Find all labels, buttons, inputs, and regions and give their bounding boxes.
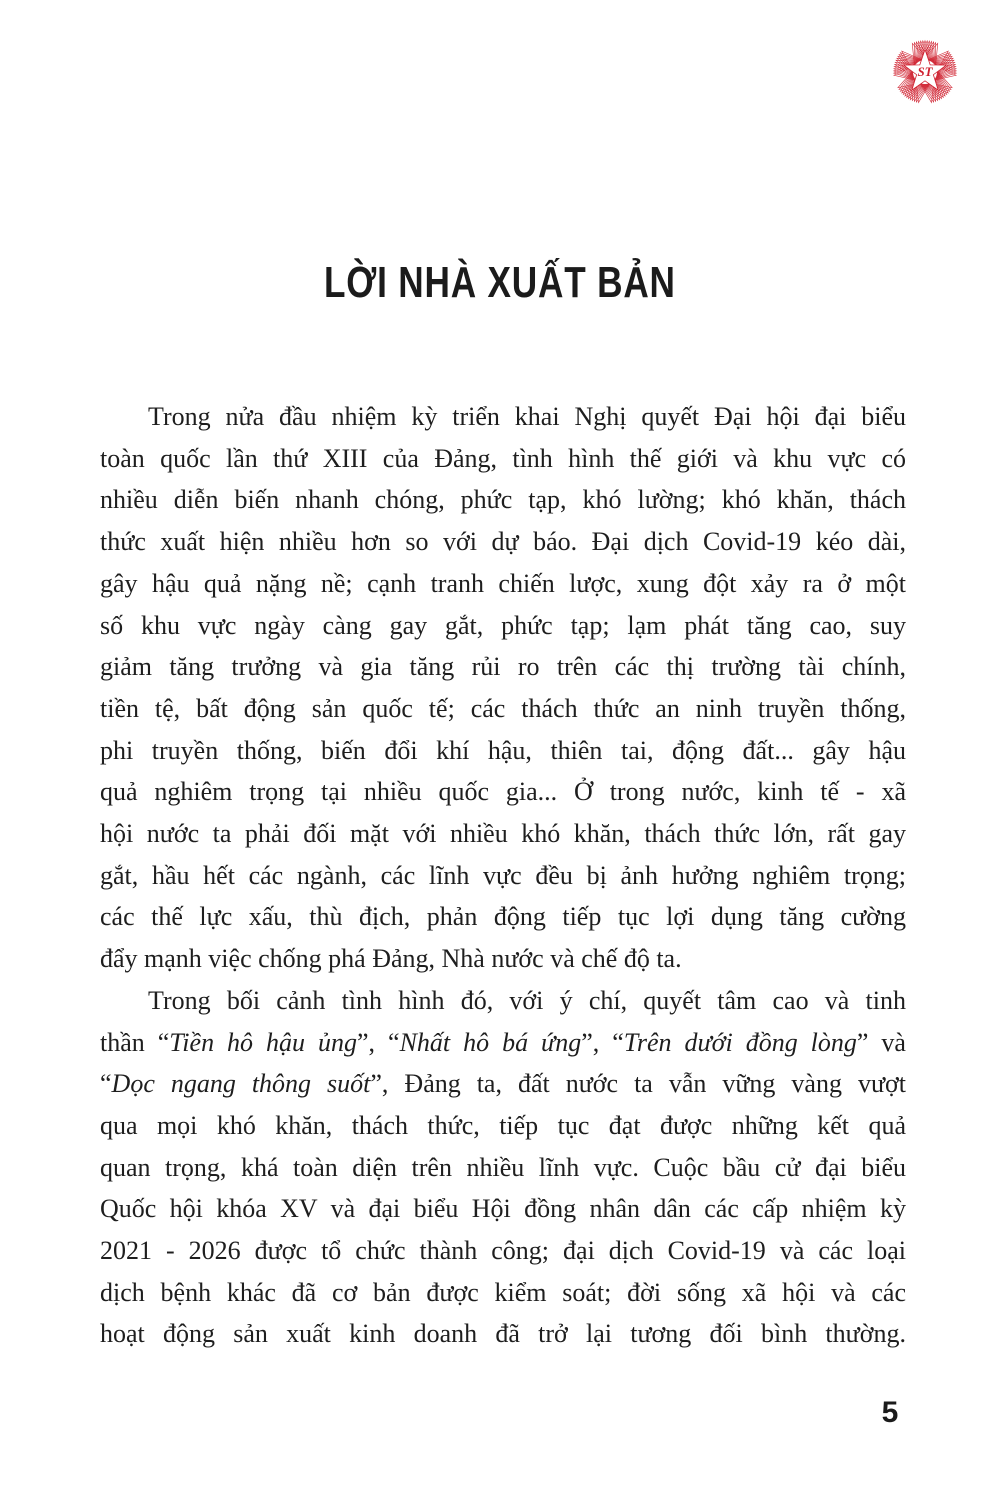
text-line <box>100 855 906 897</box>
text-run: thần “ <box>100 1027 170 1057</box>
text-line <box>100 1022 906 1064</box>
text-run: số khu vực ngày càng gay gắt, phức tạp; lạm phát tăng cao, suy <box>100 610 906 640</box>
body-text <box>100 396 906 1355</box>
italic-quote-text: Nhất hô bá ứng <box>399 1027 582 1057</box>
text-run: “ <box>100 1069 112 1099</box>
text-run: gắt, hầu hết các ngành, các lĩnh vực đều bị ảnh hưởng nghiêm trọng; <box>100 860 906 890</box>
text-run: gây hậu quả nặng nề; cạnh tranh chiến lược, xung đột xảy ra ở một <box>100 568 906 598</box>
text-run: dịch bệnh khác đã cơ bản được kiểm soát; đời sống xã hội và các <box>100 1277 906 1307</box>
text-run: quan trọng, khá toàn diện trên nhiều lĩnh vực. Cuộc bầu cử đại biểu <box>100 1152 906 1182</box>
italic-quote-text: Tiền hô hậu ủng <box>169 1027 357 1057</box>
text-run: 2021 - 2026 được tổ chức thành công; đại dịch Covid-19 và các loại <box>100 1236 906 1266</box>
text-line <box>100 646 906 688</box>
text-line <box>100 1063 906 1105</box>
italic-quote-text: Trên dưới đồng lòng <box>623 1027 857 1057</box>
text-run: ” và <box>856 1027 906 1057</box>
text-run: đẩy mạnh việc chống phá Đảng, Nhà nước và chế độ ta. <box>100 944 682 974</box>
text-line <box>100 938 906 980</box>
text-run: nhiều diễn biến nhanh chóng, phức tạp, khó lường; khó khăn, thách <box>100 485 906 515</box>
text-run: ”, Đảng ta, đất nước ta vẫn vững vàng vượt <box>370 1069 907 1099</box>
text-run: ”, “ <box>581 1027 624 1057</box>
text-line <box>100 896 906 938</box>
text-line <box>100 771 906 813</box>
text-line <box>100 479 906 521</box>
text-line <box>100 1188 906 1230</box>
text-run: toàn quốc lần thứ XIII của Đảng, tình hình thế giới và khu vực có <box>100 443 906 473</box>
text-line <box>100 1147 906 1189</box>
text-run: tiền tệ, bất động sản quốc tế; các thách thức an ninh truyền thống, <box>100 693 906 723</box>
text-run: qua mọi khó khăn, thách thức, tiếp tục đạt được những kết quả <box>100 1110 906 1140</box>
text-line <box>100 1230 906 1272</box>
page-number: 5 <box>881 1396 899 1429</box>
star-burst-icon <box>891 38 959 106</box>
text-run: thức xuất hiện nhiều hơn so với dự báo. Đại dịch Covid-19 kéo dài, <box>100 527 906 557</box>
text-run: Trong nửa đầu nhiệm kỳ triển khai Nghị quyết Đại hội đại biểu <box>148 402 906 431</box>
text-run: phi truyền thống, biến đổi khí hậu, thiên tai, động đất... gây hậu <box>100 735 906 765</box>
text-line <box>100 813 906 855</box>
text-run: Trong bối cảnh tình hình đó, với ý chí, quyết tâm cao và tinh <box>148 985 906 1015</box>
text-run: quả nghiêm trọng tại nhiều quốc gia... Ở trong nước, kinh tế - xã <box>100 777 906 807</box>
text-line <box>100 1105 906 1147</box>
text-run: hoạt động sản xuất kinh doanh đã trở lại tương đối bình thường. <box>100 1319 906 1349</box>
text-run: các thế lực xấu, thù địch, phản động tiếp tục lợi dụng tăng cường <box>100 902 906 932</box>
text-line <box>100 730 906 772</box>
text-line <box>100 980 906 1022</box>
text-run: ”, “ <box>357 1027 400 1057</box>
text-run: Quốc hội khóa XV và đại biểu Hội đồng nhân dân các cấp nhiệm kỳ <box>100 1194 906 1224</box>
text-line <box>100 605 906 647</box>
text-line <box>100 521 906 563</box>
text-run: giảm tăng trưởng và gia tăng rủi ro trên các thị trường tài chính, <box>100 652 906 682</box>
text-run: hội nước ta phải đối mặt với nhiều khó khăn, thách thức lớn, rất gay <box>100 819 906 849</box>
text-line <box>100 396 906 438</box>
logo-st-monogram: ST <box>917 64 933 80</box>
text-line <box>100 1313 906 1355</box>
text-line <box>100 688 906 730</box>
title-row <box>0 258 1000 308</box>
italic-quote-text: Dọc ngang thông suốt <box>111 1069 371 1099</box>
publisher-star-logo <box>891 38 959 106</box>
text-line <box>100 1272 906 1314</box>
text-line <box>100 563 906 605</box>
text-line <box>100 438 906 480</box>
page-title: LỜI NHÀ XUẤT BẢN <box>324 258 676 307</box>
